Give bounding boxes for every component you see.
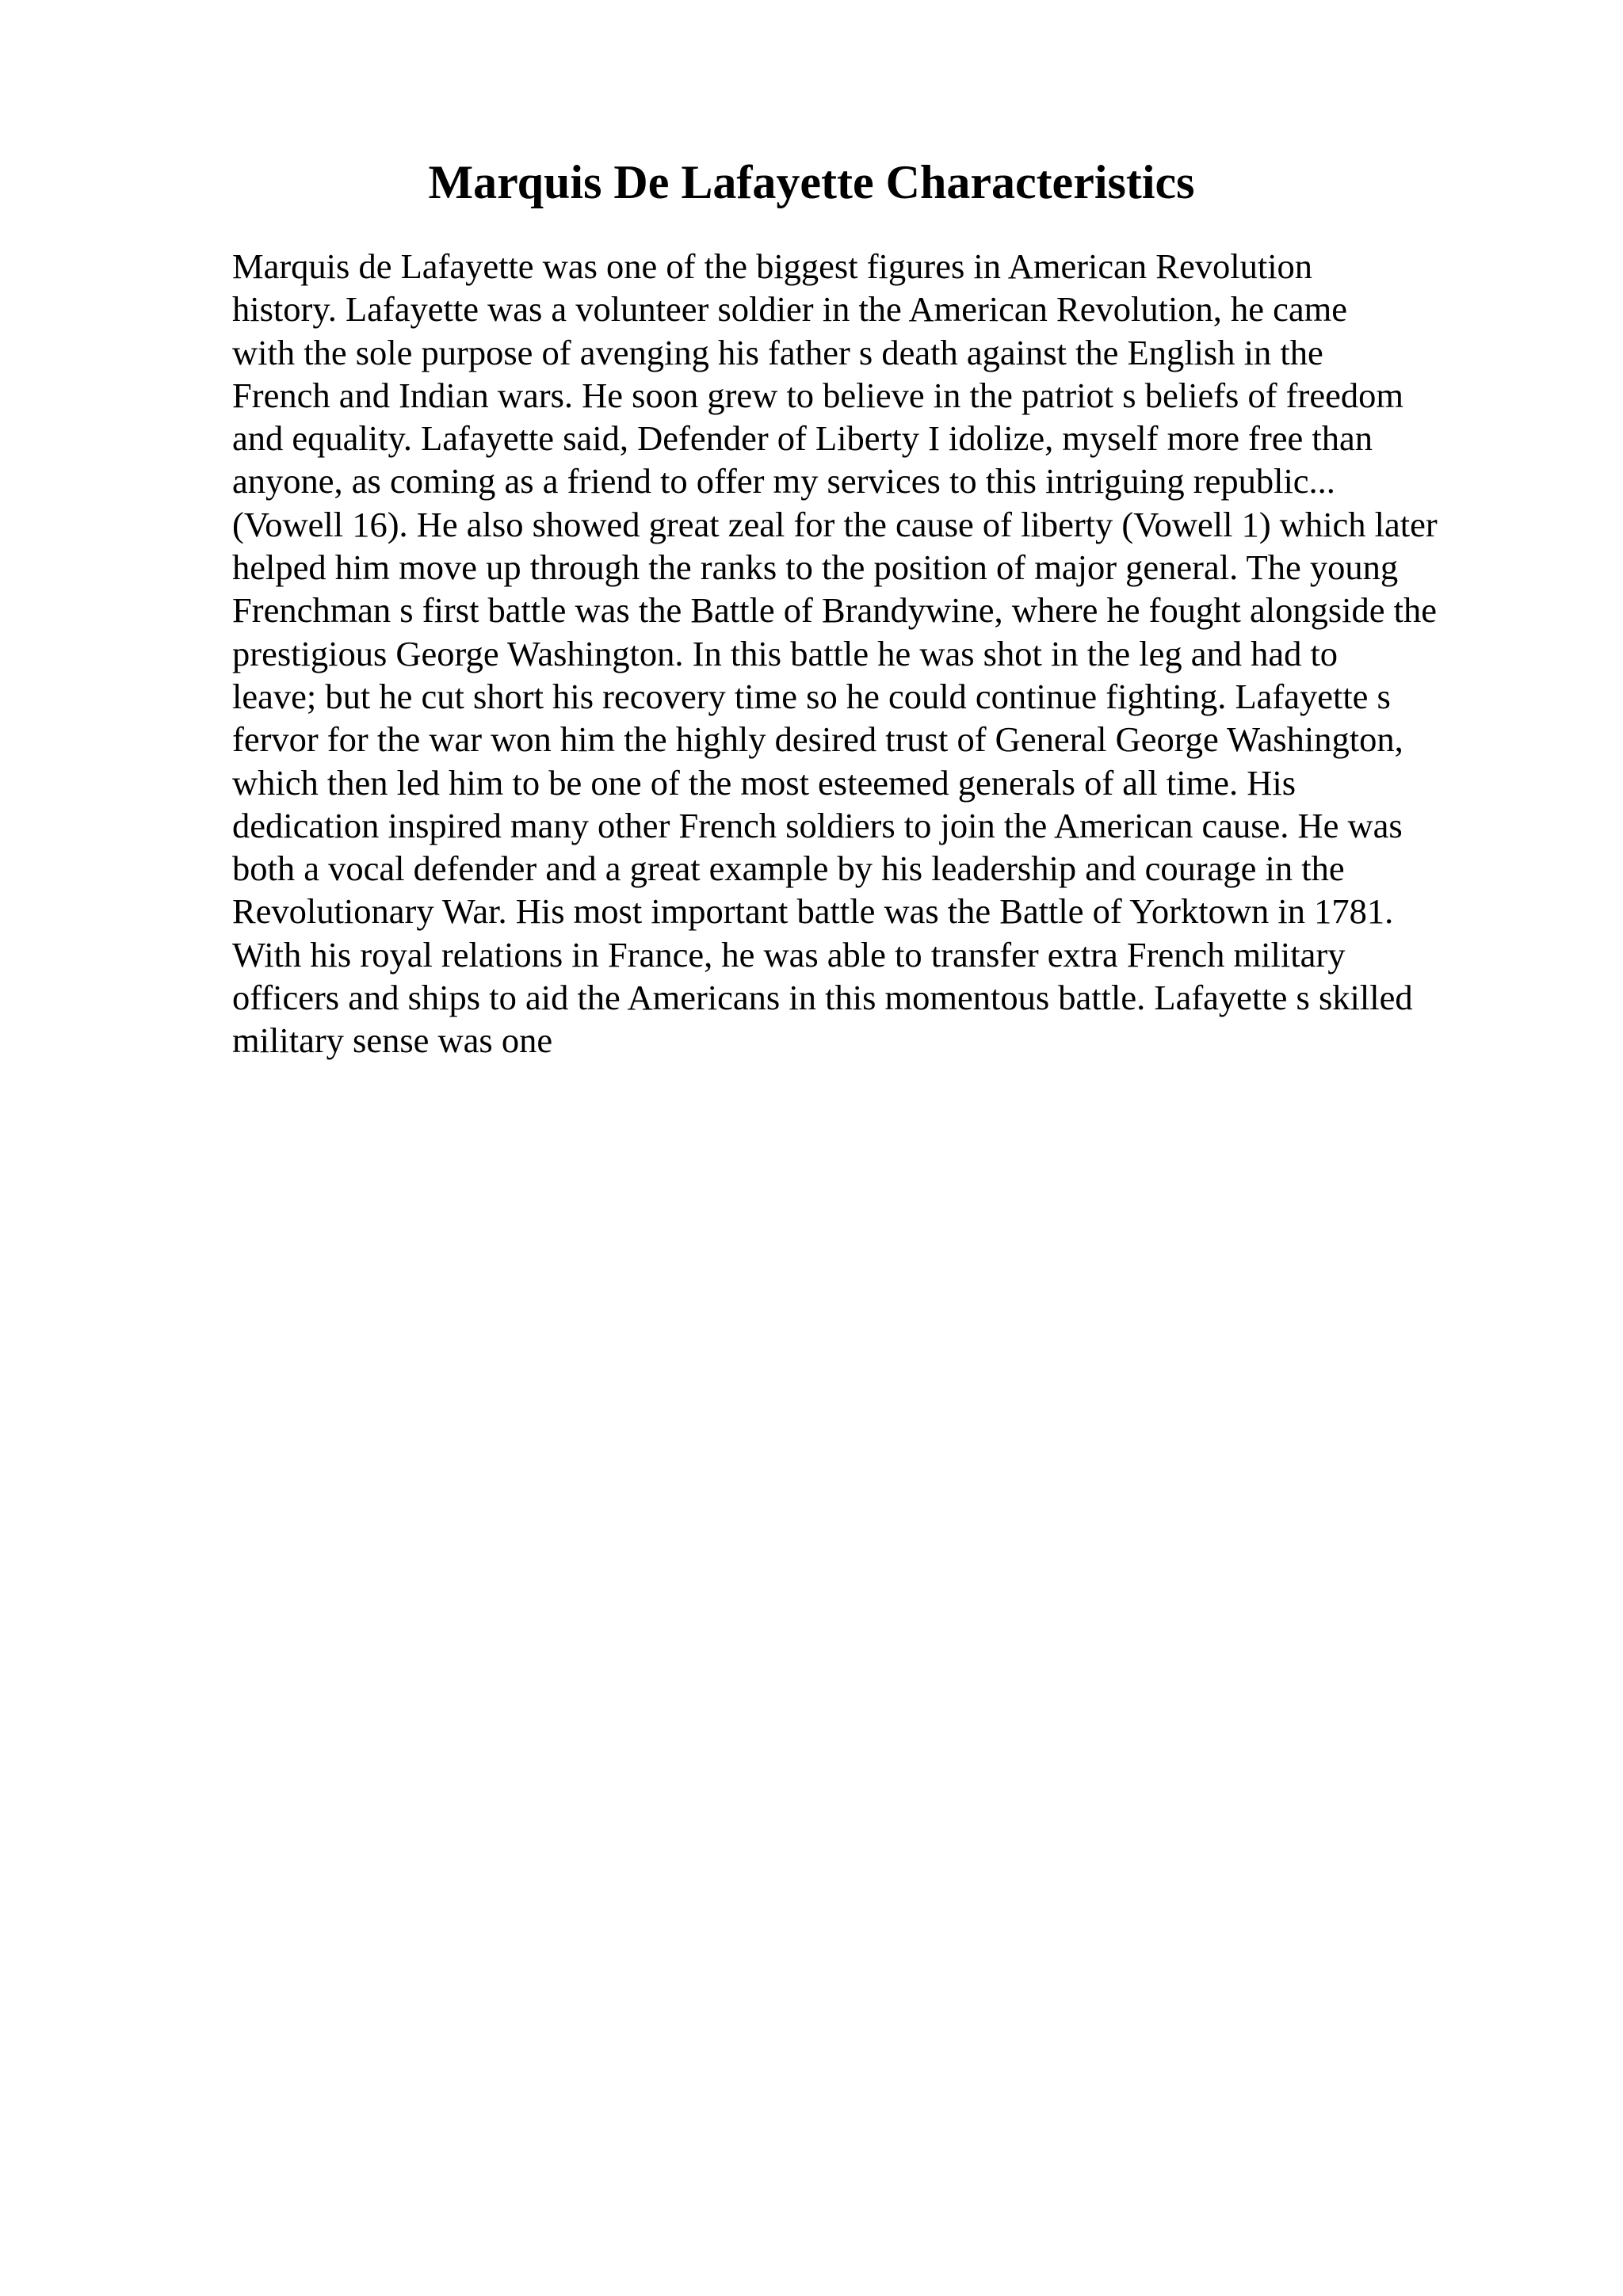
body-line: prestigious George Washington. In this battle he was shot in the leg and had to [232,633,1338,673]
body-line: Marquis de Lafayette was one of the biggest figures in American Revolution [232,246,1313,286]
body-line: with the sole purpose of avenging his father s death against the English in the [232,332,1323,372]
document-body [232,245,1595,1062]
body-line: Revolutionary War. His most important battle was the Battle of Yorktown in 1781. [232,891,1394,932]
body-line: officers and ships to aid the Americans in this momentous battle. Lafayette s skilled [232,978,1413,1018]
body-line: both a vocal defender and a great example by his leadership and courage in the [232,849,1345,889]
body-line: history. Lafayette was a volunteer soldier in the American Revolution, he came [232,289,1348,330]
body-line: leave; but he cut short his recovery time so he could continue fighting. Lafayette s [232,676,1391,716]
body-line: With his royal relations in France, he was able to transfer extra French military [232,934,1346,974]
body-line: and equality. Lafayette said, Defender of Liberty I idolize, myself more free than [232,418,1373,459]
body-line: Frenchman s first battle was the Battle of Brandywine, where he fought alongside the [232,590,1437,631]
body-line: (Vowell 16). He also showed great zeal for the cause of liberty (Vowell 1) which later [232,504,1438,544]
body-line: military sense was one [232,1020,553,1061]
body-line: French and Indian wars. He soon grew to believe in the patriot s beliefs of freedom [232,375,1403,415]
body-line: helped him move up through the ranks to the position of major general. The young [232,547,1399,588]
body-line: anyone, as coming as a friend to offer my services to this intriguing republic... [232,461,1335,502]
body-line: dedication inspired many other French soldiers to join the American cause. He was [232,805,1403,845]
document-title: Marquis De Lafayette Characteristics [428,156,1195,208]
body-line: fervor for the war won him the highly desired trust of General George Washington, [232,719,1403,760]
body-line: which then led him to be one of the most esteemed generals of all time. His [232,762,1296,803]
